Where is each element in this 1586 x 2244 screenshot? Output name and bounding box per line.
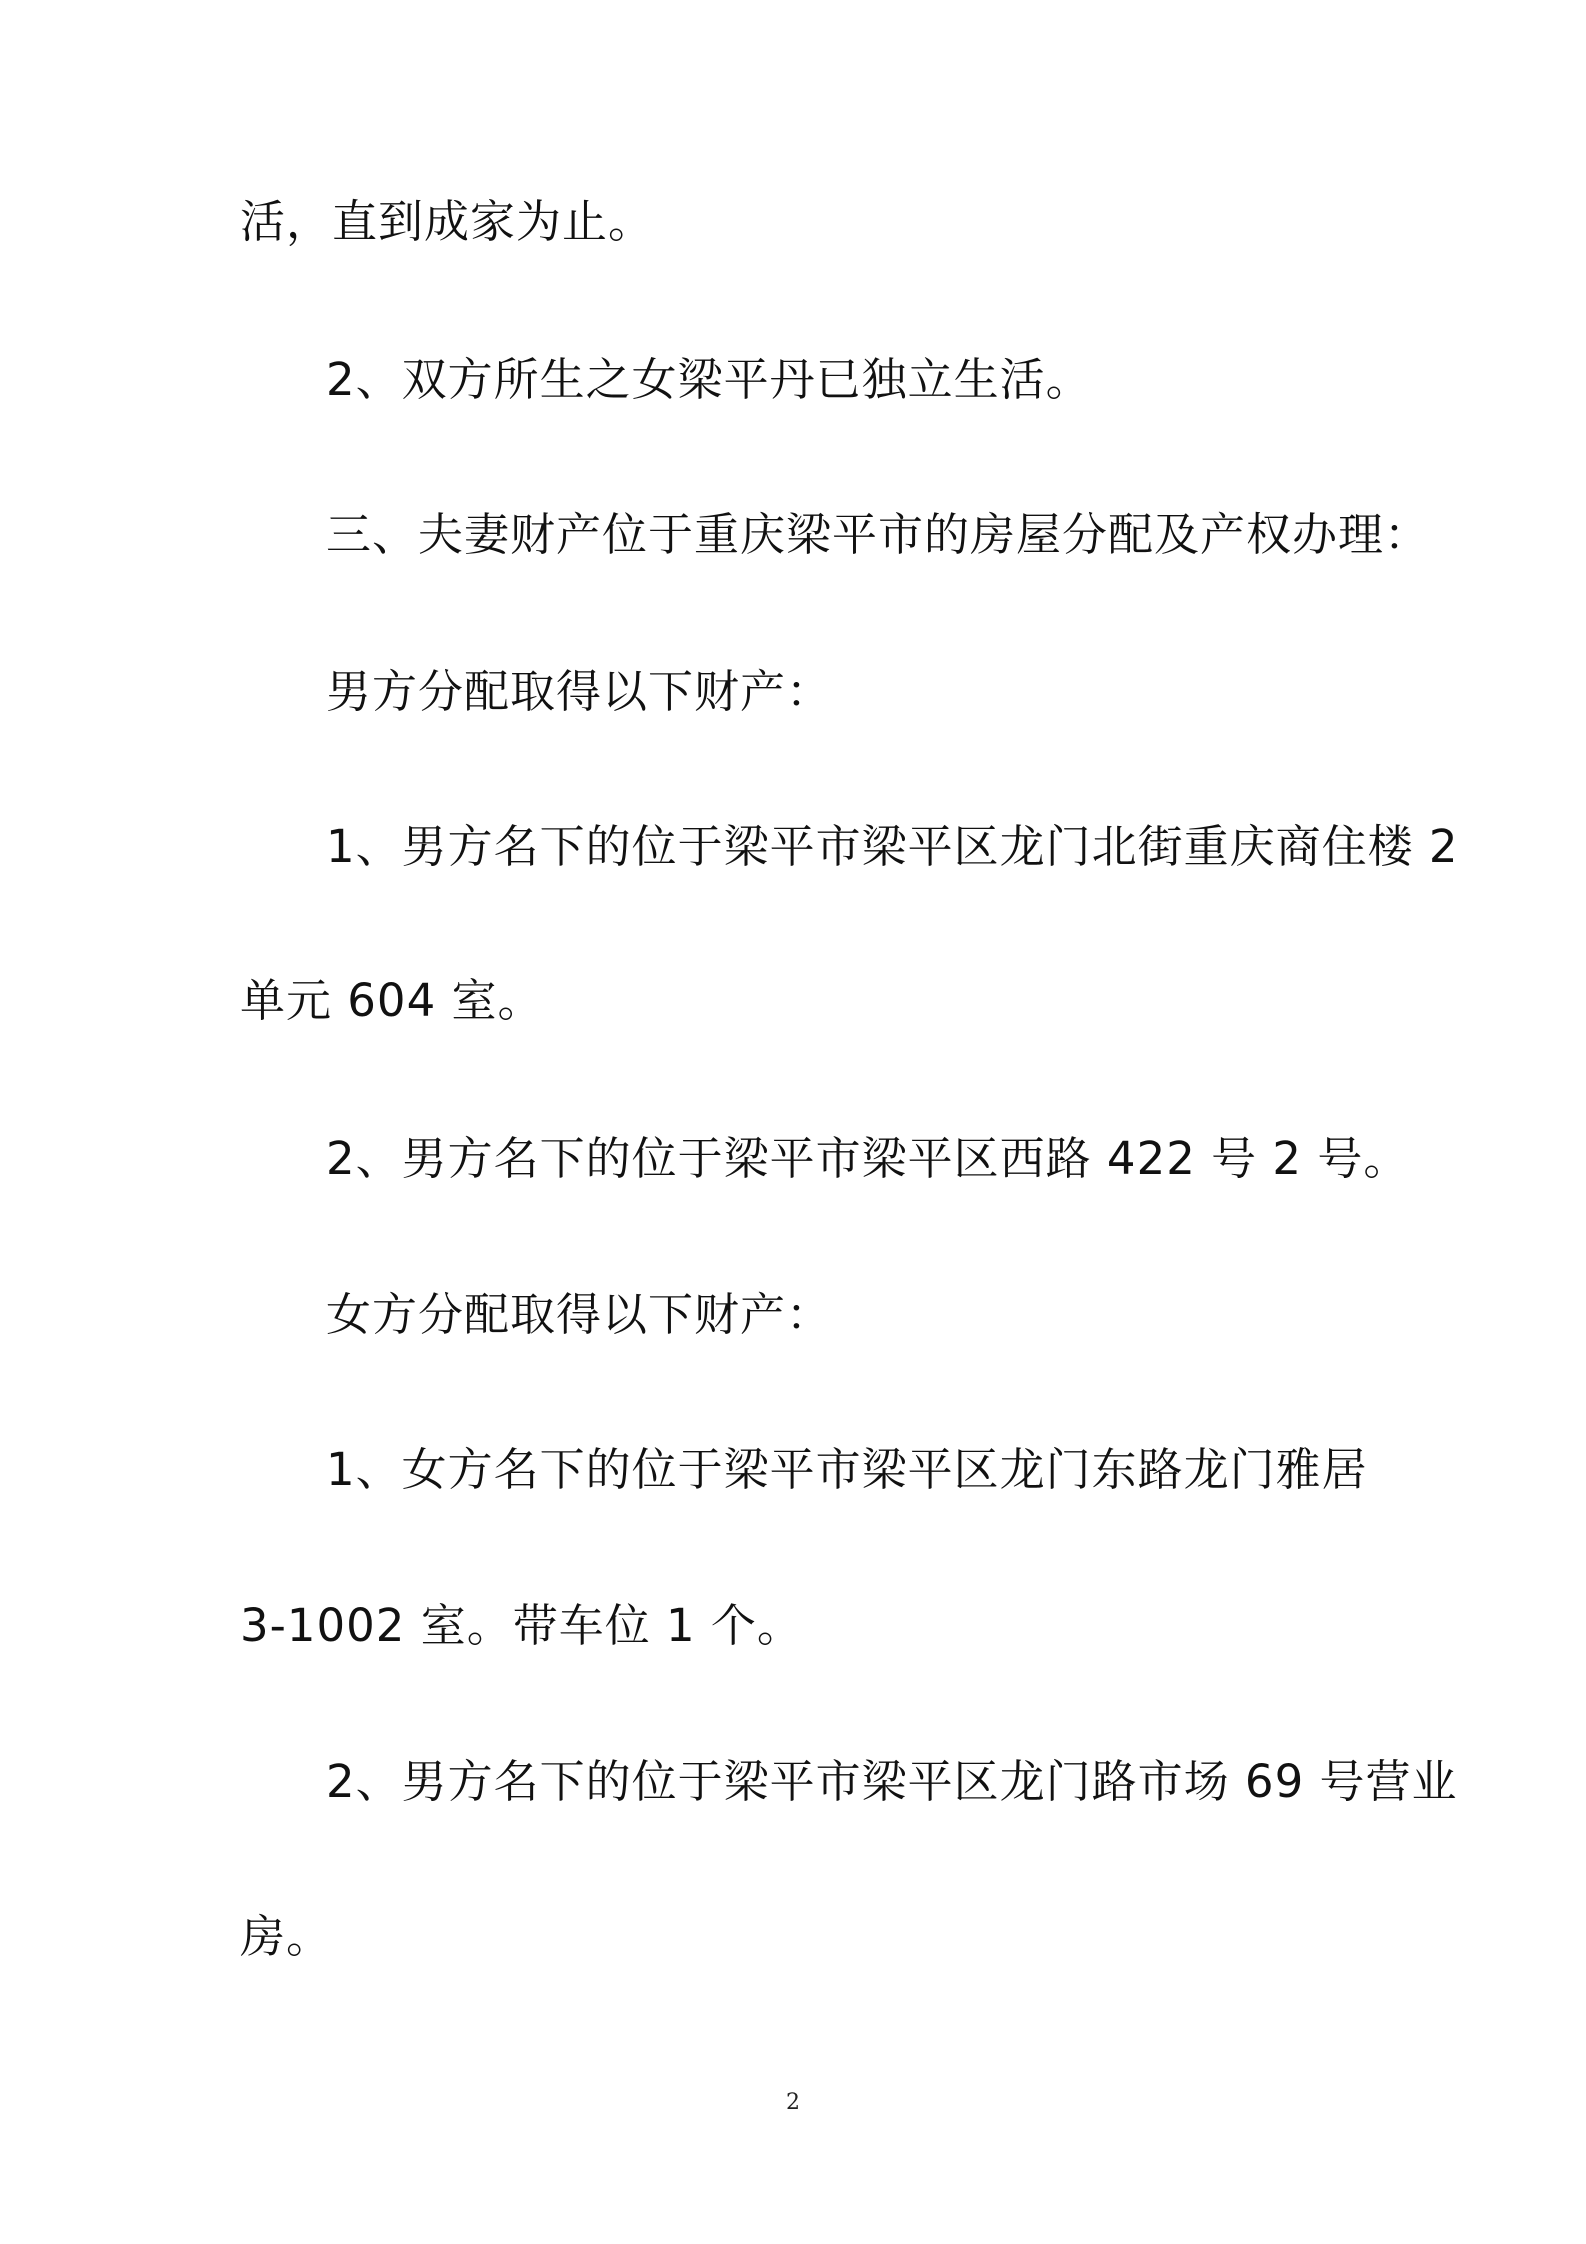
female-property-item-2: 2、男方名下的位于梁平市梁平区龙门路市场 69 号营业 bbox=[326, 1755, 1458, 1808]
female-allocation-heading: 女方分配取得以下财产： bbox=[326, 1288, 833, 1341]
male-property-item-1-cont: 单元 604 室。 bbox=[240, 974, 544, 1027]
text-line-2: 2、双方所生之女梁平丹已独立生活。 bbox=[326, 353, 1092, 406]
section-heading-property: 三、夫妻财产位于重庆梁平市的房屋分配及产权办理： bbox=[326, 508, 1431, 561]
female-property-item-2-cont: 房。 bbox=[240, 1910, 333, 1963]
text-line-1: 活，直到成家为止。 bbox=[240, 195, 655, 248]
female-property-item-1-cont: 3-1002 室。带车位 1 个。 bbox=[240, 1599, 803, 1652]
female-property-item-1: 1、女方名下的位于梁平市梁平区龙门东路龙门雅居 bbox=[326, 1443, 1368, 1496]
male-allocation-heading: 男方分配取得以下财产： bbox=[326, 665, 833, 718]
male-property-item-1: 1、男方名下的位于梁平市梁平区龙门北街重庆商住楼 2 bbox=[326, 820, 1459, 873]
page-number: 2 bbox=[786, 2090, 800, 2115]
male-property-item-2: 2、男方名下的位于梁平市梁平区西路 422 号 2 号。 bbox=[326, 1132, 1410, 1185]
